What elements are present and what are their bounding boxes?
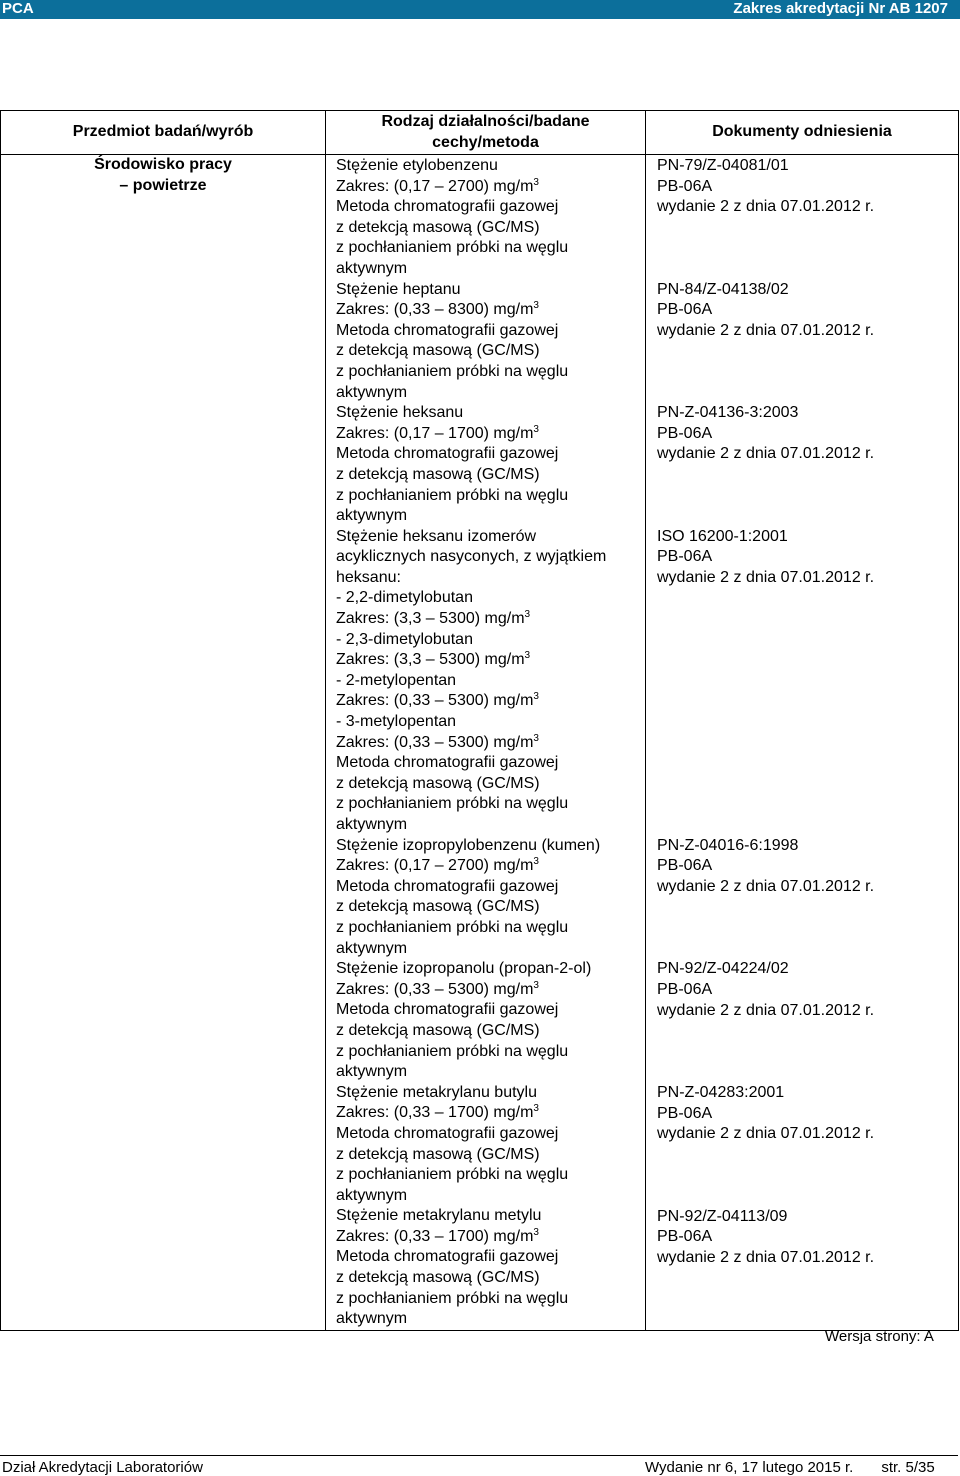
method-line: Metoda chromatografii gazowej [336, 198, 559, 216]
table-header-row [1, 111, 959, 155]
footer-edition: Wydanie nr 6, 17 lutego 2015 r. [645, 1459, 854, 1476]
unit-superscript: 3 [533, 1226, 539, 1238]
method-entry [336, 1206, 645, 1330]
method-line: z pochłanianiem próbki na węglu [336, 1166, 569, 1184]
top-header-bar [0, 0, 960, 19]
method-line: Stężenie heptanu [336, 280, 461, 298]
page-version: Wersja strony: A [825, 1328, 934, 1345]
method-entry [336, 156, 645, 280]
method-line: - 2-metylopentan [336, 671, 457, 689]
method-line: - 2,2-dimetylobutan [336, 589, 473, 607]
method-entry [336, 959, 645, 1083]
method-line: Stężenie metakrylanu butylu [336, 1083, 537, 1101]
unit-superscript: 3 [524, 609, 531, 621]
method-line: Zakres: (3,3 – 5300) $mg/m^3$ [336, 650, 531, 669]
col-header-subject: Przedmiot badań/wyrób [1, 111, 326, 155]
method-line: Metoda chromatografii gazowej [336, 877, 559, 895]
header-org: PCA [2, 0, 34, 17]
method-line: Zakres: (0,33 – 8300) $mg/m^3$ [336, 300, 539, 319]
method-line: z pochłanianiem próbki na węglu [336, 918, 569, 936]
method-line: Zakres: (0,33 – 5300) $mg/m^3$ [336, 979, 539, 998]
subject-line: Środowisko pracy [94, 156, 232, 173]
method-line: aktywnym [336, 259, 408, 277]
method-line: - 2,3-dimetylobutan [336, 630, 473, 648]
document-line: PN-Z-04016-6:1998 [657, 836, 799, 854]
col-header-method: Rodzaj działalności/badane cechy/metoda [326, 111, 646, 155]
method-line: aktywnym [336, 383, 408, 401]
method-entry [336, 527, 645, 836]
unit-superscript: 3 [533, 856, 539, 868]
method-line: z detekcją masową (GC/MS) [336, 898, 540, 916]
subject-cell [1, 155, 326, 1331]
document-entry [657, 280, 958, 404]
document-line: PN-92/Z-04224/02 [657, 960, 789, 978]
method-line: Zakres: (0,17 – 1700) $mg/m^3$ [336, 423, 539, 442]
document-line: wydanie 2 z dnia 07.01.2012 r. [657, 198, 875, 216]
unit-superscript: 3 [533, 691, 539, 703]
method-line: Zakres: (0,17 – 2700) $mg/m^3$ [336, 856, 539, 875]
method-line: Metoda chromatografii gazowej [336, 1248, 559, 1266]
document-line: wydanie 2 z dnia 07.01.2012 r. [657, 1248, 875, 1266]
method-line: Zakres: (3,3 – 5300) $mg/m^3$ [336, 609, 531, 628]
document-line: wydanie 2 z dnia 07.01.2012 r. [657, 445, 875, 463]
col-header-documents: Dokumenty odniesienia [646, 111, 959, 155]
table-row [1, 155, 959, 1331]
method-line: Zakres: (0,33 – 5300) $mg/m^3$ [336, 691, 539, 710]
document-entry [657, 1207, 958, 1331]
method-line: Metoda chromatografii gazowej [336, 754, 559, 772]
document-line: ISO 16200-1:2001 [657, 527, 788, 545]
header-title: Zakres akredytacji Nr AB 1207 [733, 0, 948, 17]
method-line: z pochłanianiem próbki na węglu [336, 239, 569, 257]
accreditation-table [0, 110, 959, 1331]
method-line: aktywnym [336, 1310, 408, 1328]
method-line: Metoda chromatografii gazowej [336, 1001, 559, 1019]
document-line: PB-06A [657, 1104, 713, 1122]
method-line: Stężenie metakrylanu metylu [336, 1207, 542, 1225]
method-entry [336, 1083, 645, 1207]
document-entry [657, 403, 958, 527]
document-line: wydanie 2 z dnia 07.01.2012 r. [657, 1001, 875, 1019]
document-line: PB-06A [657, 1228, 713, 1246]
method-line: Stężenie heksanu [336, 404, 464, 422]
method-line: Stężenie izopropylobenzenu (kumen) [336, 836, 601, 854]
method-line: - 3-metylopentan [336, 713, 457, 731]
document-line: wydanie 2 z dnia 07.01.2012 r. [657, 568, 875, 586]
method-line: z detekcją masową (GC/MS) [336, 342, 540, 360]
method-line: z detekcją masową (GC/MS) [336, 774, 540, 792]
document-line: PN-92/Z-04113/09 [657, 1207, 788, 1225]
method-line: z pochłanianiem próbki na węglu [336, 1042, 569, 1060]
unit-superscript: 3 [524, 650, 531, 662]
method-line: acyklicznych nasyconych, z wyjątkiem [336, 548, 607, 566]
unit-superscript: 3 [533, 300, 539, 312]
method-line: Stężenie izopropanolu (propan-2-ol) [336, 960, 592, 978]
method-line: aktywnym [336, 1186, 408, 1204]
method-line: z detekcją masową (GC/MS) [336, 1145, 540, 1163]
method-entry [336, 280, 645, 404]
document-line: PN-79/Z-04081/01 [657, 157, 789, 174]
method-line: aktywnym [336, 939, 408, 957]
document-line: PN-84/Z-04138/02 [657, 280, 789, 298]
method-line: z detekcją masową (GC/MS) [336, 218, 540, 236]
document-entry [657, 156, 958, 280]
method-line: Zakres: (0,33 – 1700) $mg/m^3$ [336, 1226, 539, 1245]
document-line: wydanie 2 z dnia 07.01.2012 r. [657, 1125, 875, 1143]
document-line: PB-06A [657, 980, 713, 998]
method-line: Zakres: (0,17 – 2700) $mg/m^3$ [336, 176, 539, 195]
method-line: Zakres: (0,33 – 5300) $mg/m^3$ [336, 732, 539, 751]
document-entry [657, 527, 958, 836]
method-line: Stężenie heksanu izomerów [336, 527, 537, 545]
document-entry [657, 959, 958, 1083]
document-line: wydanie 2 z dnia 07.01.2012 r. [657, 321, 875, 339]
method-line: Metoda chromatografii gazowej [336, 1124, 559, 1142]
footer-info [645, 1459, 935, 1476]
unit-superscript: 3 [533, 176, 539, 188]
unit-superscript: 3 [533, 1103, 539, 1115]
unit-superscript: 3 [533, 979, 539, 991]
footer-divider [0, 1455, 958, 1456]
method-entry [336, 836, 645, 960]
document-line: PB-06A [657, 301, 713, 319]
footer-page-number: str. 5/35 [881, 1459, 935, 1476]
method-line: Metoda chromatografii gazowej [336, 321, 559, 339]
method-line: z pochłanianiem próbki na węglu [336, 1289, 569, 1307]
method-line: z pochłanianiem próbki na węglu [336, 362, 569, 380]
method-line: z detekcją masową (GC/MS) [336, 465, 540, 483]
method-line: heksanu: [336, 568, 401, 586]
method-line: aktywnym [336, 1063, 408, 1081]
method-cell [326, 155, 646, 1331]
document-line: PB-06A [657, 424, 713, 442]
document-entry [657, 836, 958, 960]
document-line: wydanie 2 z dnia 07.01.2012 r. [657, 877, 875, 895]
document-line: PN-Z-04136-3:2003 [657, 404, 799, 422]
document-line: PB-06A [657, 857, 713, 875]
subject-line: – powietrze [119, 176, 207, 194]
documents-cell [646, 155, 959, 1331]
method-line: z pochłanianiem próbki na węglu [336, 486, 569, 504]
method-entry [336, 403, 645, 527]
method-line: z detekcją masową (GC/MS) [336, 1269, 540, 1287]
footer-department: Dział Akredytacji Laboratoriów [2, 1459, 203, 1476]
unit-superscript: 3 [533, 732, 539, 744]
method-line: z detekcją masową (GC/MS) [336, 1021, 540, 1039]
unit-superscript: 3 [533, 423, 539, 435]
method-line: aktywnym [336, 507, 408, 525]
document-line: PB-06A [657, 548, 713, 566]
method-line: Stężenie etylobenzenu [336, 157, 498, 174]
method-line: Metoda chromatografii gazowej [336, 445, 559, 463]
document-line: PB-06A [657, 177, 713, 195]
document-entry [657, 1083, 958, 1207]
document-line: PN-Z-04283:2001 [657, 1083, 785, 1101]
method-line: Zakres: (0,33 – 1700) $mg/m^3$ [336, 1103, 539, 1122]
method-line: z pochłanianiem próbki na węglu [336, 795, 569, 813]
method-line: aktywnym [336, 816, 408, 833]
